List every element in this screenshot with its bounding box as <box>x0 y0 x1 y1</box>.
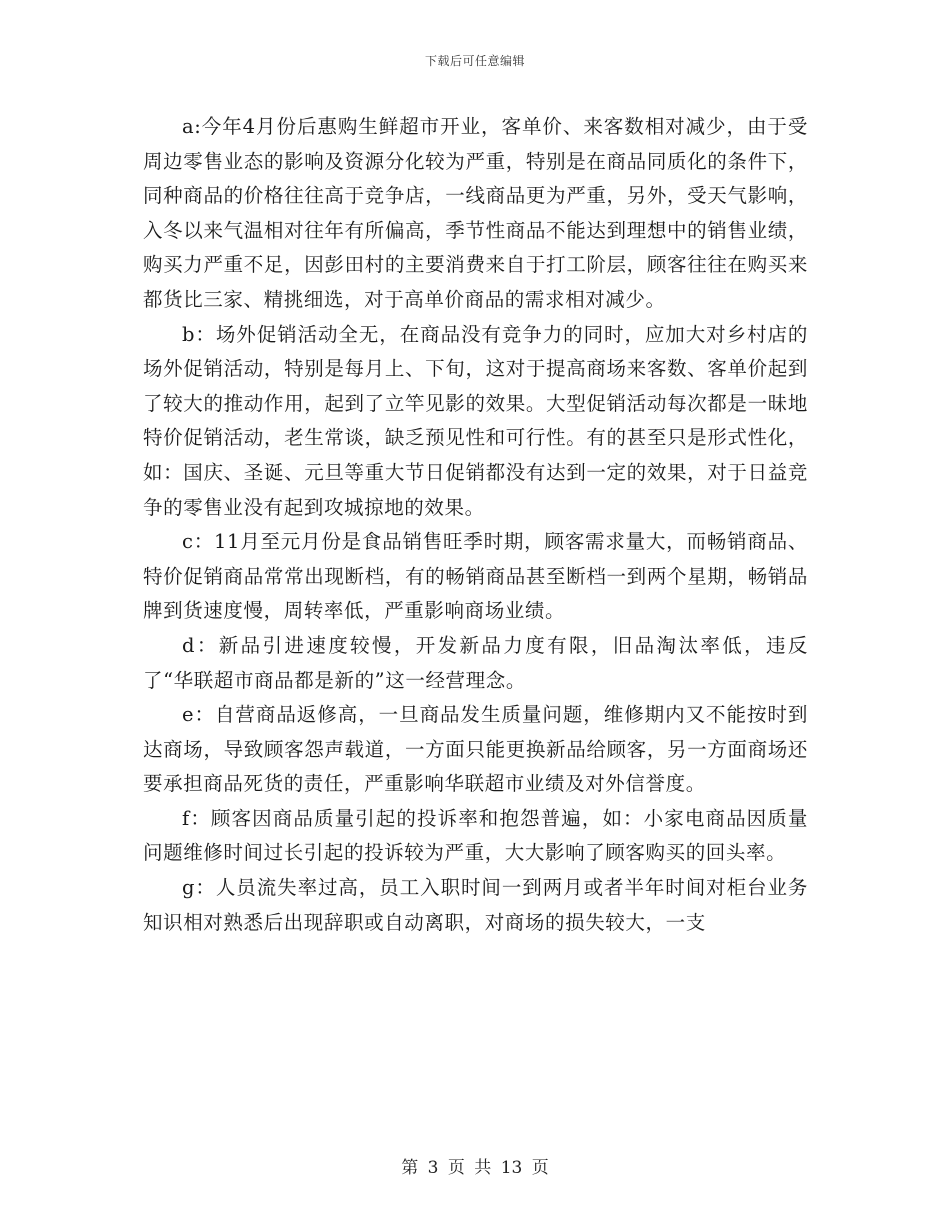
paragraph-b: b：场外促销活动全无，在商品没有竞争力的同时，应加大对乡村店的场外促销活动，特别是每月上、下旬，这对于提高商场来客数、客单价起到了较大的推动作用，起到了立竿见影的效果。大型促销活动每次都是一昧地特价促销活动，老生常谈，缺乏预见性和可行性。有的甚至只是形式性化，如：国庆、圣诞、元旦等重大节日促销都没有达到一定的效果，对于日益竞争的零售业没有起到攻城掠地的效果。 <box>143 322 808 519</box>
paragraph-a: a:今年4月份后惠购生鲜超市开业，客单价、来客数相对减少，由于受周边零售业态的影响及资源分化较为严重，特别是在商品同质化的条件下，同种商品的价格往往高于竞争店，一线商品更为严重，另外，受天气影响，入冬以来气温相对往年有所偏高，季节性商品不能达到理想中的销售业绩，购买力严重不足，因彭田村的主要消费来自于打工阶层，顾客往往在购买来都货比三家、精挑细选，对于高单价商品的需求相对减少。 <box>143 115 808 311</box>
paragraph-c: c：11月至元月份是食品销售旺季时期，顾客需求量大，而畅销商品、特价促销商品常常出现断档，有的畅销商品甚至断档一到两个星期，畅销品牌到货速度慢，周转率低，严重影响商场业绩。 <box>143 530 808 623</box>
page-header: 下载后可任意编辑 <box>424 54 525 68</box>
page-number-footer: 第 3 页 共 13 页 <box>401 1158 549 1178</box>
paragraph-f: f：顾客因商品质量引起的投诉率和抱怨普遍，如：小家电商品因质量问题维修时间过长引起的投诉较为严重，大大影响了顾客购买的回头率。 <box>143 806 808 865</box>
paragraph-d: d：新品引进速度较慢，开发新品力度有限，旧品淘汰率低，违反了“华联超市商品都是新的”这一经营理念。 <box>143 633 808 692</box>
paragraph-g: g：人员流失率过高，员工入职时间一到两月或者半年时间对柜台业务知识相对熟悉后出现辞职或自动离职，对商场的损失较大，一支 <box>143 876 808 934</box>
document-body <box>143 110 808 940</box>
paragraph-e: e：自营商品返修高，一旦商品发生质量问题，维修期内又不能按时到达商场，导致顾客怨声载道，一方面只能更换新品给顾客，另一方面商场还要承担商品死货的责任，严重影响华联超市业绩及对外信誉度。 <box>143 703 808 796</box>
